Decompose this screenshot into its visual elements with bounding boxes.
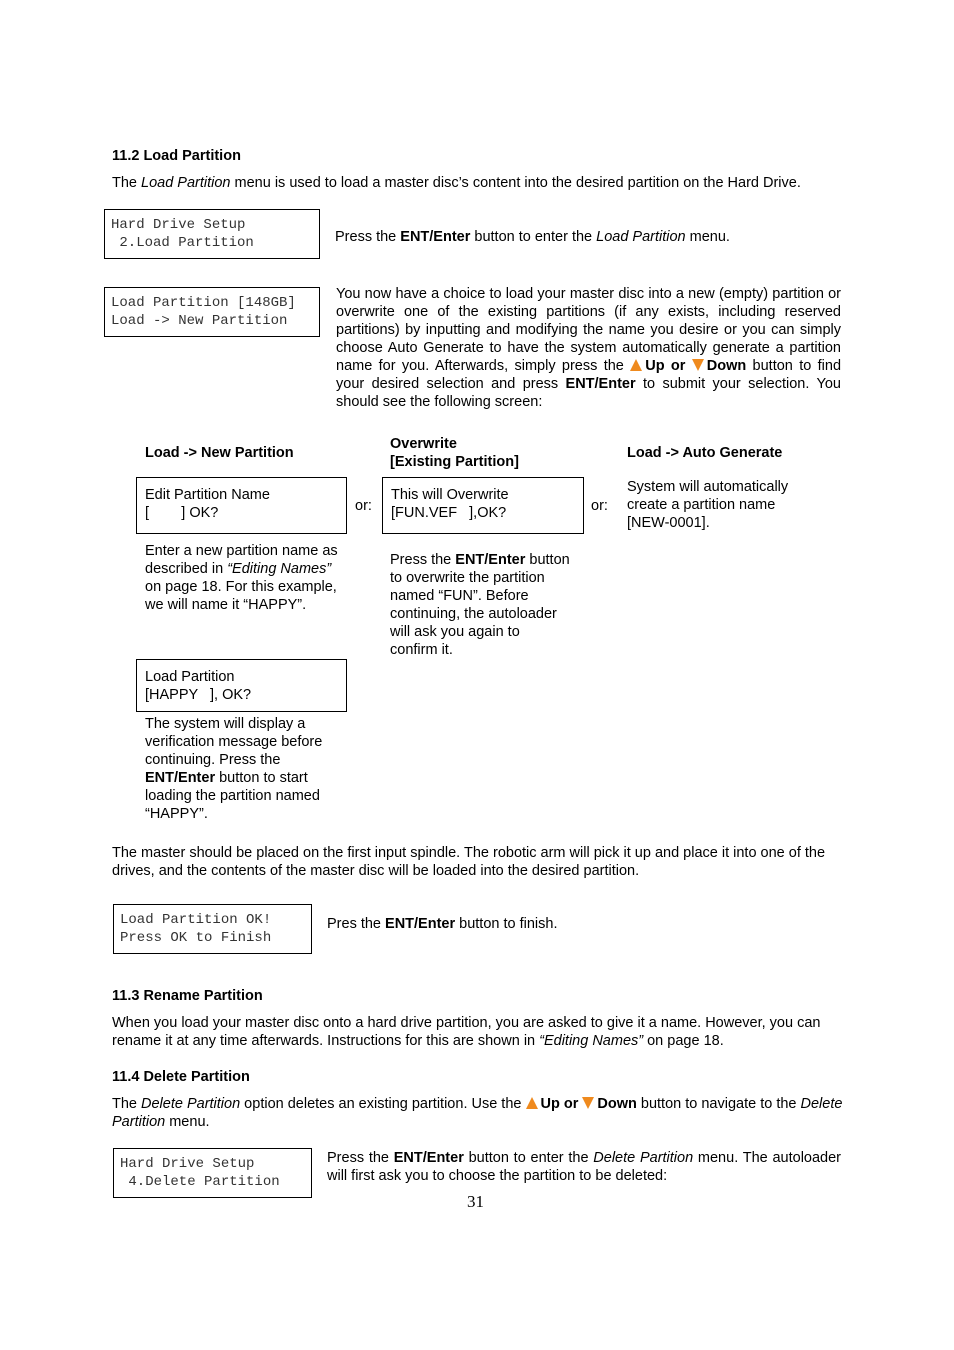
lcd-load-new-partition: Load Partition [148GB] Load -> New Partition: [104, 287, 320, 337]
up-arrow-icon: [526, 1097, 538, 1109]
step3-description: Pres the ENT/Enter button to finish.: [327, 916, 558, 932]
overwrite-text: Press the ENT/Enter button to overwrite the partition named “FUN”. Before continuing, the autoloader will ask you again to confirm it.: [390, 552, 570, 658]
step2-description: You now have a choice to load your master disc into a new (empty) partition or overwrite one of the existing partitions (if any exists, including reserved partitions) by inputting and modifying the name you desire or you can simply choose Auto Generate to have the system automatically generate a partition name for you. Afterwards, simply press the Up or Down button to find your desired selection and press ENT/Enter to submit your selection. You should see the following screen:: [336, 286, 842, 410]
load-partition-intro: The Load Partition menu is used to load a master disc’s content into the desired partition on the Hard Drive.: [112, 175, 801, 191]
step4-description: Press the ENT/Enter button to enter the Delete Partition menu. The autoloader will first ask you to choose the partition to be deleted:: [327, 1150, 841, 1184]
up-arrow-icon: [630, 359, 642, 371]
overwrite-confirm-box: This will Overwrite [FUN.VEF ],OK?: [382, 477, 584, 534]
step1-description: Press the ENT/Enter button to enter the Load Partition menu.: [335, 229, 730, 245]
master-placement-text: The master should be placed on the first input spindle. The robotic arm will pick it up and place it into one of the drives, and the contents of the master disc will be loaded into the desired partition.: [112, 845, 826, 879]
new-partition-text: Enter a new partition name as described in “Editing Names” on page 18. For this example, we will name it “HAPPY”.: [145, 543, 338, 613]
section-heading-load-partition: 11.2 Load Partition: [112, 148, 241, 164]
load-partition-happy-box: Load Partition [HAPPY ], OK?: [136, 659, 347, 712]
lcd-load-partition-ok: Load Partition OK! Press OK to Finish: [113, 904, 312, 954]
option-auto-heading: Load -> Auto Generate: [627, 445, 783, 461]
lcd-hard-drive-setup-delete: Hard Drive Setup 4.Delete Partition: [113, 1148, 312, 1198]
option-new-heading: Load -> New Partition: [145, 445, 294, 461]
rename-partition-text: When you load your master disc onto a hard drive partition, you are asked to give it a name. However, you can rename it at any time afterwards. Instructions for this are shown in “Editing Names” on page 18.: [112, 1015, 821, 1049]
or-label-1: or:: [355, 498, 372, 514]
auto-generate-text: System will automatically create a partition name [NEW-0001].: [627, 479, 789, 531]
lcd-hard-drive-setup-load: Hard Drive Setup 2.Load Partition: [104, 209, 320, 259]
section-heading-rename-partition: 11.3 Rename Partition: [112, 988, 263, 1004]
down-arrow-icon: [692, 359, 704, 371]
down-arrow-icon: [582, 1097, 594, 1109]
page-number: 31: [467, 1192, 484, 1211]
section-heading-delete-partition: 11.4 Delete Partition: [112, 1069, 250, 1085]
verification-text: The system will display a verification message before continuing. Press the ENT/Enter button to start loading the partition named “HAPPY”.: [145, 716, 323, 822]
option-overwrite-heading: Overwrite [Existing Partition]: [390, 436, 519, 470]
edit-partition-name-box: Edit Partition Name [ ] OK?: [136, 477, 347, 534]
delete-partition-text: The Delete Partition option deletes an existing partition. Use the Up or Down button to navigate to the Delete Partition menu.: [112, 1096, 843, 1130]
or-label-2: or:: [591, 498, 608, 514]
